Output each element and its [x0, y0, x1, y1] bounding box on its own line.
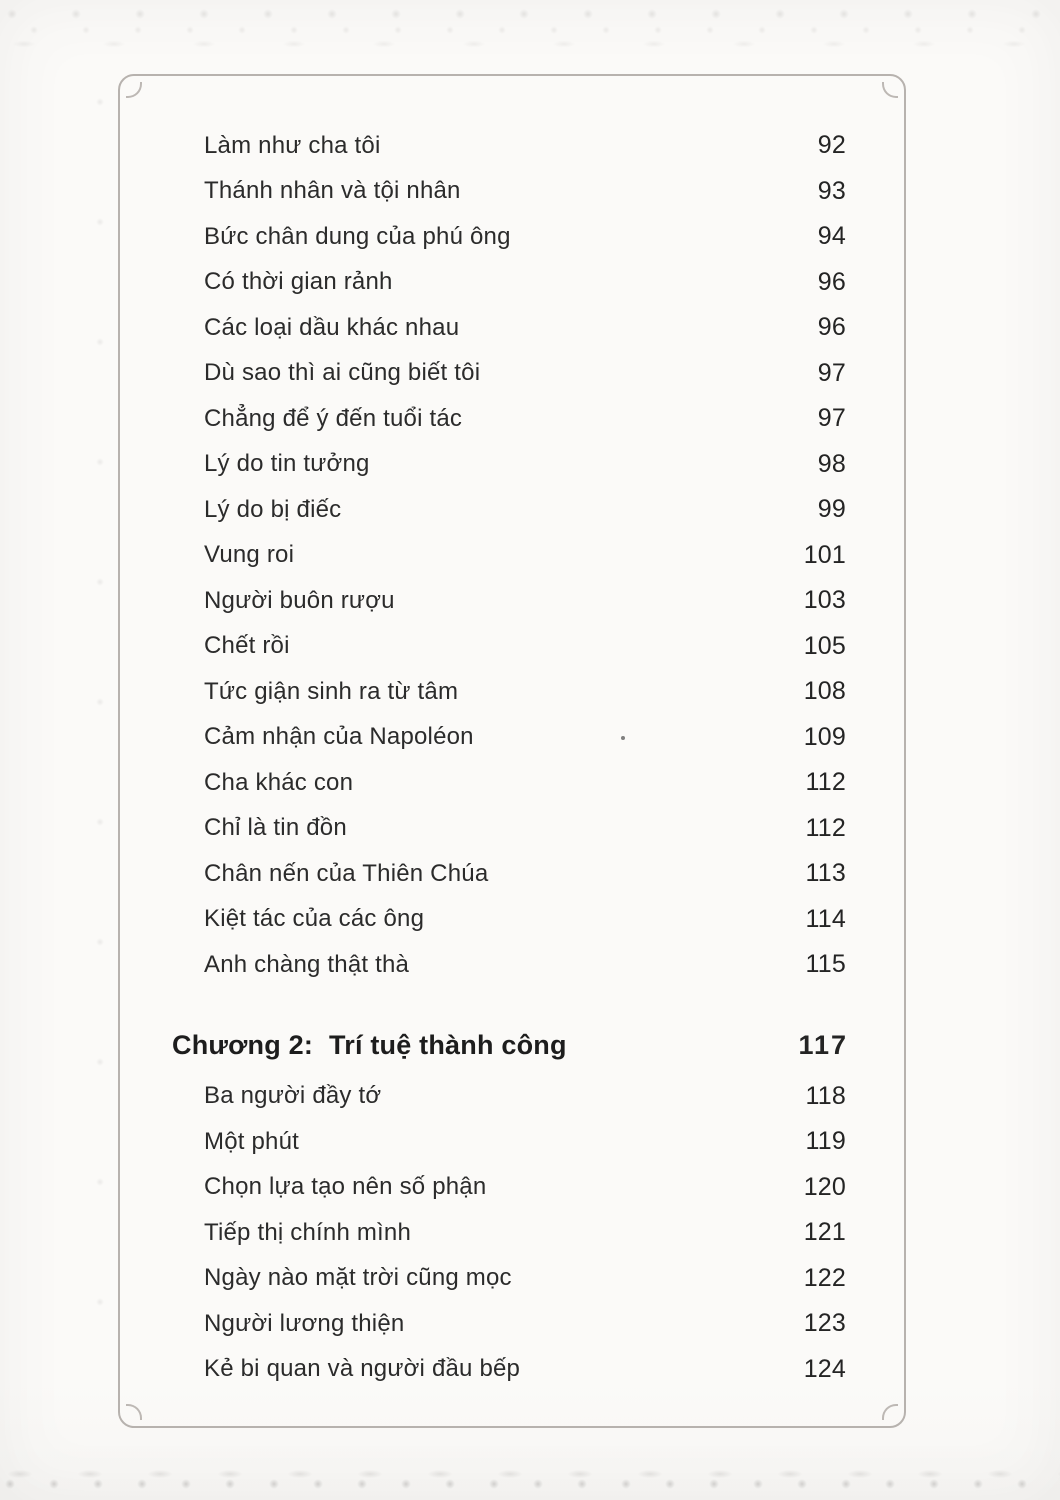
toc-entry	[120, 1347, 904, 1393]
chapter-heading-row	[120, 1018, 904, 1074]
toc-entry-title: Lý do tin tưởng	[204, 450, 370, 478]
toc-entry-page: 101	[803, 540, 846, 569]
toc-entry	[120, 1256, 904, 1302]
toc-entry-page: 122	[803, 1263, 846, 1292]
toc-entry	[120, 806, 904, 852]
toc-entry-page: 112	[805, 768, 846, 797]
toc-entry	[120, 624, 904, 670]
decorative-border-frame	[118, 74, 906, 1428]
left-edge-ornament-pattern	[90, 90, 112, 1410]
toc-entry-title: Kiệt tác của các ông	[204, 905, 425, 933]
toc-entry-title: Cảm nhận của Napoléon	[204, 723, 474, 751]
toc-entry-title: Chẳng để ý đến tuổi tác	[204, 404, 463, 432]
toc-entry-page: 118	[805, 1081, 846, 1110]
toc-entry-page: 121	[803, 1218, 846, 1247]
top-edge-ornament-pattern	[0, 0, 1060, 62]
toc-entry	[120, 396, 904, 442]
toc-entry-page: 97	[817, 358, 846, 387]
toc-entry	[120, 760, 904, 806]
toc-entry-page: 93	[817, 176, 846, 205]
toc-entry	[120, 214, 904, 260]
toc-entry-title: Dù sao thì ai cũng biết tôi	[204, 359, 481, 387]
toc-entry-page: 103	[803, 586, 846, 615]
toc-entry-title: Lý do bị điếc	[204, 495, 342, 523]
toc-entry-title: Người lương thiện	[204, 1309, 405, 1337]
toc-entry-page: 123	[803, 1309, 846, 1338]
toc-entry	[120, 351, 904, 397]
toc-entry-page: 108	[803, 677, 846, 706]
toc-entry-title: Tức giận sinh ra từ tâm	[204, 677, 459, 705]
toc-entry-page: 109	[803, 722, 846, 751]
toc-entry-title: Chân nến của Thiên Chúa	[204, 859, 489, 887]
toc-entry-page: 96	[817, 267, 846, 296]
toc-entry	[120, 1119, 904, 1165]
toc-entry	[120, 1165, 904, 1211]
toc-entry	[120, 305, 904, 351]
toc-entry	[120, 1210, 904, 1256]
toc-entry-title: Có thời gian rảnh	[204, 268, 393, 296]
toc-entry	[120, 1301, 904, 1347]
toc-entry	[120, 533, 904, 579]
toc-entry-title: Bức chân dung của phú ông	[204, 222, 511, 250]
chapter-page: 117	[798, 1030, 848, 1060]
toc-entry-page: 105	[803, 631, 846, 660]
toc-entry	[120, 897, 904, 943]
toc-entry-title: Một phút	[204, 1127, 299, 1155]
toc-entry-title: Thánh nhân và tội nhân	[204, 177, 461, 205]
toc-entry-title: Ngày nào mặt trời cũng mọc	[204, 1264, 512, 1292]
toc-entry-title: Làm như cha tôi	[204, 131, 381, 159]
toc-entry	[120, 169, 904, 215]
toc-entry-title: Kẻ bi quan và người đầu bếp	[204, 1355, 521, 1383]
toc-entry-page: 112	[805, 813, 846, 842]
toc-entry-page: 99	[817, 495, 846, 524]
toc-entry-page: 98	[817, 449, 846, 478]
toc-entry	[120, 442, 904, 488]
bottom-edge-ornament-pattern	[0, 1454, 1060, 1500]
toc-entry	[120, 260, 904, 306]
toc-entry	[120, 487, 904, 533]
toc-entry-page: 115	[805, 950, 846, 979]
chapter-heading	[172, 1030, 567, 1061]
toc-entry-page: 113	[805, 859, 846, 888]
toc-entry-page: 119	[805, 1127, 846, 1156]
chapter-number-label: Chương 2:	[172, 1030, 314, 1060]
toc-entry	[120, 669, 904, 715]
toc-entry-title: Cha khác con	[204, 768, 354, 796]
toc-entry-title: Người buôn rượu	[204, 586, 395, 614]
toc-entry	[120, 578, 904, 624]
toc-entry-page: 96	[817, 313, 846, 342]
table-of-contents	[120, 76, 904, 1426]
toc-entry-title: Anh chàng thật thà	[204, 950, 410, 978]
toc-entry-page: 97	[817, 404, 846, 433]
toc-entry	[120, 715, 904, 761]
toc-entry-title: Chỉ là tin đồn	[204, 814, 347, 842]
toc-entry-page: 120	[803, 1172, 846, 1201]
toc-entry	[120, 123, 904, 169]
toc-entry	[120, 1074, 904, 1120]
toc-entry-page: 92	[817, 131, 846, 160]
toc-entry-title: Ba người đầy tớ	[204, 1082, 382, 1110]
chapter-title: Trí tuệ thành công	[329, 1030, 567, 1060]
toc-entry-title: Tiếp thị chính mình	[204, 1218, 412, 1246]
toc-entry-title: Chết rồi	[204, 632, 290, 660]
toc-entry-title: Các loại dầu khác nhau	[204, 313, 460, 341]
toc-entry	[120, 942, 904, 988]
toc-entry-page: 94	[817, 222, 846, 251]
toc-entry	[120, 851, 904, 897]
toc-entry-title: Vung roi	[204, 541, 295, 569]
toc-entry-page: 124	[803, 1354, 846, 1383]
toc-entry-page: 114	[805, 904, 846, 933]
toc-entry-title: Chọn lựa tạo nên số phận	[204, 1173, 487, 1201]
